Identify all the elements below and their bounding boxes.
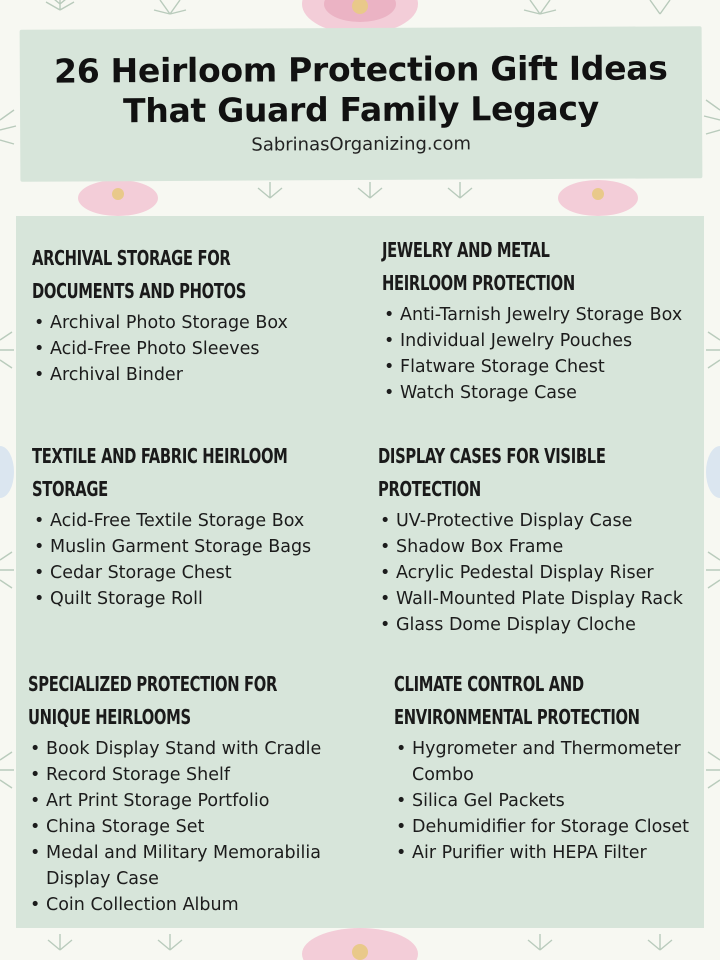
- heading-line-2: PROTECTION: [378, 477, 481, 501]
- list-item: • Cedar Storage Chest: [32, 560, 352, 586]
- list-item: • Anti-Tarnish Jewelry Storage Box: [382, 302, 702, 328]
- heading-line-2: ENVIRONMENTAL PROTECTION: [394, 705, 640, 729]
- item-list: [382, 302, 702, 406]
- section-archival-storage: [32, 242, 352, 388]
- item-list: [32, 508, 352, 612]
- title-line-1: 26 Heirloom Protection Gift Ideas: [54, 48, 668, 91]
- flower-left-edge: [0, 446, 14, 498]
- list-item: • Record Storage Shelf: [28, 762, 348, 788]
- content-card: [16, 216, 704, 928]
- heading-line-2: STORAGE: [32, 477, 108, 501]
- list-item: • Quilt Storage Roll: [32, 586, 352, 612]
- list-item: • Art Print Storage Portfolio: [28, 788, 348, 814]
- item-list: [378, 508, 698, 638]
- list-item: • Individual Jewelry Pouches: [382, 328, 702, 354]
- section-climate-control: [394, 668, 694, 866]
- heading-line-2: DOCUMENTS AND PHOTOS: [32, 279, 247, 303]
- section-textile-fabric: [32, 440, 352, 612]
- list-item: • Acid-Free Textile Storage Box: [32, 508, 352, 534]
- flower-mid-right: [558, 180, 638, 216]
- heading-line-1: ARCHIVAL STORAGE FOR: [32, 246, 231, 270]
- page-title: [20, 48, 702, 132]
- site-url: SabrinasOrganizing.com: [251, 133, 472, 156]
- list-item: • Acrylic Pedestal Display Riser: [378, 560, 698, 586]
- list-item: • Shadow Box Frame: [378, 534, 698, 560]
- item-list: [28, 736, 348, 918]
- heading-line-1: CLIMATE CONTROL AND: [394, 672, 584, 696]
- heading-line-2: HEIRLOOM PROTECTION: [382, 271, 575, 295]
- list-item: • Watch Storage Case: [382, 380, 702, 406]
- list-item: • Acid-Free Photo Sleeves: [32, 336, 352, 362]
- section-specialized-protection: [28, 668, 348, 918]
- heading-line-1: JEWELRY AND METAL: [382, 238, 550, 262]
- section-heading: [32, 242, 294, 308]
- item-list: [394, 736, 694, 866]
- flower-bottom: [302, 928, 418, 960]
- item-list: [32, 310, 352, 388]
- list-item: • Coin Collection Album: [28, 892, 348, 918]
- section-heading: [28, 668, 290, 734]
- title-banner: [20, 26, 703, 182]
- list-item: • Muslin Garment Storage Bags: [32, 534, 352, 560]
- list-item: • Flatware Storage Chest: [382, 354, 702, 380]
- section-display-cases: [378, 440, 698, 638]
- section-heading: [378, 440, 640, 506]
- list-item: • Silica Gel Packets: [394, 788, 694, 814]
- list-item: • Hygrometer and Thermometer Combo: [394, 736, 694, 788]
- flower-right-edge: [706, 446, 720, 498]
- list-item: • UV-Protective Display Case: [378, 508, 698, 534]
- heading-line-1: DISPLAY CASES FOR VISIBLE: [378, 444, 606, 468]
- list-item: • Archival Binder: [32, 362, 352, 388]
- flower-mid-left: [78, 180, 158, 216]
- list-item: • Air Purifier with HEPA Filter: [394, 840, 694, 866]
- section-jewelry-metal: [382, 234, 702, 406]
- list-item: • Book Display Stand with Cradle: [28, 736, 348, 762]
- list-item: • Archival Photo Storage Box: [32, 310, 352, 336]
- heading-line-2: UNIQUE HEIRLOOMS: [28, 705, 191, 729]
- title-line-2: That Guard Family Legacy: [123, 88, 600, 131]
- list-item: • Dehumidifier for Storage Closet: [394, 814, 694, 840]
- section-heading: [32, 440, 294, 506]
- list-item: • China Storage Set: [28, 814, 348, 840]
- list-item: • Glass Dome Display Cloche: [378, 612, 698, 638]
- section-heading: [382, 234, 644, 300]
- heading-line-1: SPECIALIZED PROTECTION FOR: [28, 672, 278, 696]
- section-heading: [394, 668, 640, 734]
- heading-line-1: TEXTILE AND FABRIC HEIRLOOM: [32, 444, 288, 468]
- list-item: • Wall-Mounted Plate Display Rack: [378, 586, 698, 612]
- list-item: • Medal and Military Memorabilia Display Case: [28, 840, 348, 892]
